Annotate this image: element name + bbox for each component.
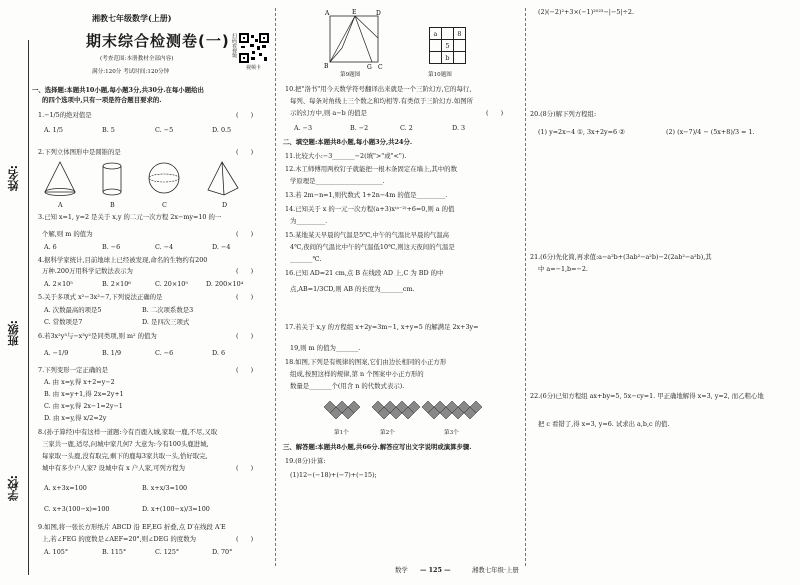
question-22-line2: 把 c 看错了,得 x=3, y=6. 试求出 a,b,c 的值. <box>538 420 670 428</box>
fig9-caption: 第9题图 <box>340 72 361 78</box>
footer-book: 湘教七年级·上册 <box>472 566 519 574</box>
grid-cell <box>454 40 466 52</box>
question-12-line2: 学原理是_____________________. <box>290 177 385 185</box>
option-b[interactable]: B. x+x/3=100 <box>142 484 188 492</box>
question-8: 8.(孙子算经)中有这样一道题:今有百鹿入城,家取一鹿,不尽,又取 <box>38 428 218 436</box>
question-17: 17.若关于 x,y 的方程组 x+2y=3m−1, x+y=5 的解满足 2x+3y= <box>285 323 479 331</box>
margin-rule <box>28 40 29 575</box>
option-d[interactable]: D. 200×10⁴ <box>206 280 244 288</box>
fig2-label-b: B <box>110 201 115 209</box>
question-15-line2: 4℃,夜间的气温比中午的气温低10℃,则这天夜间的气温是 <box>290 243 455 251</box>
question-9-line2: 上,若∠FEG 的度数是∠AEF=20°,则∠DEG 的度数为 <box>42 535 196 543</box>
option-a[interactable]: A. −3 <box>294 124 313 132</box>
option-d[interactable]: D. x+(100−x)/3=100 <box>142 505 210 513</box>
page-title: 期末综合检测卷(一) <box>86 32 230 50</box>
option-c[interactable]: C. 由 x=y,得 2x−1=2y−1 <box>44 402 123 410</box>
question-19-part1: (1)12−(−18)+(−7)+(−15); <box>290 471 377 479</box>
column-divider <box>525 8 526 566</box>
answer-paren[interactable]: ( ) <box>236 332 254 340</box>
score-time: 满分:120分 考试时间:120分钟 <box>92 69 170 75</box>
point-g: G <box>367 64 372 70</box>
pyramid-figure <box>208 162 238 195</box>
section3-heading: 三、解答题:本题共8小题,共66分.解答应写出文字说明或演算步骤. <box>283 443 472 451</box>
question-8-line3: 每家取一头鹿,没有取完,剩下的鹿每3家共取一头,恰好取完, <box>42 452 208 460</box>
question-14: 14.已知关于 x 的一元一次方程(a+3)x⁽ᵃ⁻²⁾+6=0,则 a 的值 <box>285 205 455 213</box>
option-b[interactable]: B. 115° <box>102 548 127 556</box>
question-20-part2: (2) (x−7)/4 − (5x+8)/3 = 1. <box>666 128 755 136</box>
option-b[interactable]: B. −6 <box>102 243 121 251</box>
option-d[interactable]: D. 3 <box>452 124 466 132</box>
grid-cell: b <box>442 52 454 64</box>
option-b[interactable]: B. 二次项系数是3 <box>142 306 194 314</box>
question-15-line3: _______℃. <box>290 255 322 263</box>
option-b[interactable]: B. 5 <box>102 126 115 134</box>
option-d[interactable]: D. 由 x=y,得 x/2=2y <box>44 414 107 422</box>
option-d[interactable]: D. 6 <box>212 349 226 357</box>
question-17-line2: 19,则 m 的值为_______. <box>290 344 361 352</box>
question-10-line2: 每列、每条对角线上三个数之和均相等.有类似于三阶幻方.如图所 <box>290 97 473 105</box>
answer-paren[interactable]: ( ) <box>236 535 254 543</box>
fig18-caption-3: 第3个 <box>444 430 459 436</box>
grid-cell: 8 <box>454 28 466 40</box>
question-10-line3: 示的幻方中,则 a−b 的值是 <box>290 109 367 117</box>
section1-heading-2: 的四个选项中,只有一项是符合题目要求的. <box>42 96 162 104</box>
option-b[interactable]: B. 由 x=y+1,得 2x=2y+1 <box>44 390 124 398</box>
answer-paren[interactable]: ( ) <box>236 111 254 119</box>
question-6: 6.若3x²y³与−x³y²是同类项,则 m² 的值为 <box>38 332 157 340</box>
option-a[interactable]: A. 由 x=y,得 x+2=y−2 <box>44 378 115 386</box>
point-b: B <box>324 63 329 70</box>
option-d[interactable]: D. −4 <box>212 243 231 251</box>
answer-paren[interactable]: ( ) <box>236 230 254 238</box>
question-4: 4.据科学家统计,目前地球上已经被发现,命名的生物约有200 <box>38 256 208 264</box>
question-16-line2: 点,AB=1/3CD,则 AB 的长度为_______cm. <box>290 285 415 293</box>
question-7: 7.下列变形一定正确的是 <box>38 366 109 374</box>
option-c[interactable]: C. −5 <box>155 126 174 134</box>
qr-code <box>239 33 269 63</box>
question-10: 10.把"洛书"用今天数学符号翻译出来就是一个三阶幻方,它的每行、 <box>285 85 476 93</box>
qr-label: 视频卡 <box>246 65 262 71</box>
question-21: 21.(6分)先化简,再求值:a−a²b+(3ab²−a²b)−2(2ab²−a²b),其 <box>530 253 712 261</box>
question-8-line4: 城中有多少户人家? 设城中有 x 户人家,可列方程为 <box>42 464 185 472</box>
pattern-2 <box>372 401 420 419</box>
option-a[interactable]: A. x+3x=100 <box>44 484 87 492</box>
option-a[interactable]: A. 105° <box>44 548 69 556</box>
fig10-caption: 第10题图 <box>428 72 452 78</box>
magic-square-grid <box>429 27 466 64</box>
answer-paren[interactable]: ( ) <box>236 148 254 156</box>
option-a[interactable]: A. 2×10⁵ <box>44 280 73 288</box>
question-14-line2: 为_________. <box>290 217 328 225</box>
point-e: E <box>352 9 357 16</box>
qr-caption: 扫码看视频 <box>231 33 237 58</box>
option-c[interactable]: C. 20×10⁵ <box>155 280 188 288</box>
point-a: A <box>325 10 330 17</box>
question-1: 1.−1/5的绝对值是 <box>38 111 92 119</box>
section1-heading: 一、选择题:本题共10小题,每小题3分,共30分.在每小题给出 <box>32 86 204 94</box>
point-d: D <box>376 10 381 17</box>
series-title: 湘教七年级数学(上册) <box>92 13 172 23</box>
fig18-caption-1: 第1个 <box>334 430 349 436</box>
question-4-cont: 万种.200万用科学记数法表示为 <box>42 267 133 275</box>
grid-cell <box>430 52 442 64</box>
option-c[interactable]: C. 2 <box>400 124 413 132</box>
answer-paren[interactable]: ( ) <box>236 464 254 472</box>
question-12: 12.木工师傅用两枚钉子就能把一根木条固定在墙上,其中的数 <box>285 165 457 173</box>
option-a[interactable]: A. 1/5 <box>44 126 63 134</box>
question-21-line2: 中 a=−1,b=−2. <box>538 265 588 273</box>
option-b[interactable]: B. 1/9 <box>102 349 122 357</box>
question-20: 20.(8分)解下列方程组: <box>530 110 597 118</box>
grid-cell <box>442 28 454 40</box>
answer-paren[interactable]: ( ) <box>236 366 254 374</box>
name-label: 姓名: <box>7 165 20 192</box>
option-b[interactable]: B. −2 <box>350 124 369 132</box>
question-8-line2: 三家共一鹿,适尽,问城中家几何? 大意为:今有100头鹿进城, <box>42 440 209 448</box>
question-18: 18.如图,下列是有规律的图案,它们由边长相同的小正方形 <box>285 358 447 366</box>
question-3: 3.已知 x=1, y=2 是关于 x,y 的二元一次方程 2x−my=10 的一 <box>38 213 222 221</box>
option-b[interactable]: B. 2×10⁶ <box>102 280 131 288</box>
option-c[interactable]: C. −6 <box>155 349 174 357</box>
question-22: 22.(6分)已知方程组 ax+by=5, 5x−cy=1. 甲正确地解得 x=3, y=2, 而乙粗心地 <box>530 392 764 400</box>
fig2-label-c: C <box>162 201 167 209</box>
page-number: — 125 — <box>420 566 451 574</box>
question-3-cont: 个解,则 m 的值为 <box>42 230 93 238</box>
school-label: 学校: <box>7 475 20 502</box>
fig2-label-d: D <box>222 201 228 209</box>
option-c[interactable]: C. 125° <box>155 548 180 556</box>
grid-cell: a <box>430 28 442 40</box>
option-d[interactable]: D. 0.5 <box>212 126 232 134</box>
sphere-figure <box>149 163 179 193</box>
question-18-line3: 数量是_______个(用含 n 的代数式表示). <box>290 382 405 390</box>
answer-paren[interactable]: ( ) <box>486 109 504 117</box>
scope-note: (考查范围:本册教材全部内容) <box>100 56 174 62</box>
pattern-1 <box>324 401 360 419</box>
question-15: 15.某地某天早晨的气温是5℃,中午的气温比早晨的气温高 <box>285 231 450 239</box>
cylinder-figure <box>103 163 121 195</box>
grid-cell <box>430 40 442 52</box>
question-2: 2.下列立体图形中是圆锥的是 <box>38 148 121 156</box>
option-d[interactable]: D. 70° <box>212 548 233 556</box>
column-divider <box>275 8 276 566</box>
option-a[interactable]: A. −1/9 <box>44 349 69 357</box>
pattern-3 <box>422 401 482 419</box>
answer-paren[interactable]: ( ) <box>236 293 254 301</box>
grid-cell <box>454 52 466 64</box>
question-18-line2: 组成,按照这样的规律,第 n 个图案中小正方形的 <box>290 370 424 378</box>
question-5: 5.关于多项式 x²−3x²−7,下列说法正确的是 <box>38 293 163 301</box>
option-c[interactable]: C. 常数项是7 <box>44 318 83 326</box>
option-a[interactable]: A. 6 <box>44 243 57 251</box>
class-label: 班级: <box>7 320 20 347</box>
question-13: 13.若 2m−n=1,则代数式 1+2n−4m 的值是_________. <box>285 191 448 199</box>
question-20-part1: (1) y=2x−4 ①, 3x+2y=6 ② <box>538 128 625 136</box>
option-c[interactable]: C. x+3(100−x)=100 <box>44 505 110 513</box>
question-19: 19.(8分)计算: <box>285 457 326 465</box>
option-d[interactable]: D. 是四次三项式 <box>142 318 190 326</box>
fig9-folded-rectangle <box>322 8 384 70</box>
solid-figures <box>42 160 247 200</box>
answer-paren[interactable]: ( ) <box>236 267 254 275</box>
question-9: 9.如图,将一张长方形纸片 ABCD 沿 EF,EG 折叠,点 D′在线段 A′E <box>38 523 226 531</box>
section2-heading: 二、填空题:本题共8小题,每小题3分,共24分. <box>283 138 413 146</box>
option-c[interactable]: C. −4 <box>155 243 174 251</box>
footer-subject: 数学 <box>395 566 408 574</box>
fig18-caption-2: 第2个 <box>380 430 395 436</box>
option-a[interactable]: A. 次数最高的项是5 <box>44 306 102 314</box>
grid-cell: 5 <box>442 40 454 52</box>
point-c: C <box>378 64 383 70</box>
fig2-label-a: A <box>58 201 63 209</box>
cone-figure <box>45 162 75 196</box>
question-19-part2: (2)(−2)²+3×(−1)²⁰²³−|−5|÷2. <box>538 8 634 16</box>
question-16: 16.已知 AD=21 cm,点 B 在线段 AD 上,C 为 BD 的中 <box>285 269 444 277</box>
question-11: 11.比较大小:−3_______−2(填">"或"<"). <box>285 152 407 160</box>
fig18-patterns <box>320 397 490 427</box>
